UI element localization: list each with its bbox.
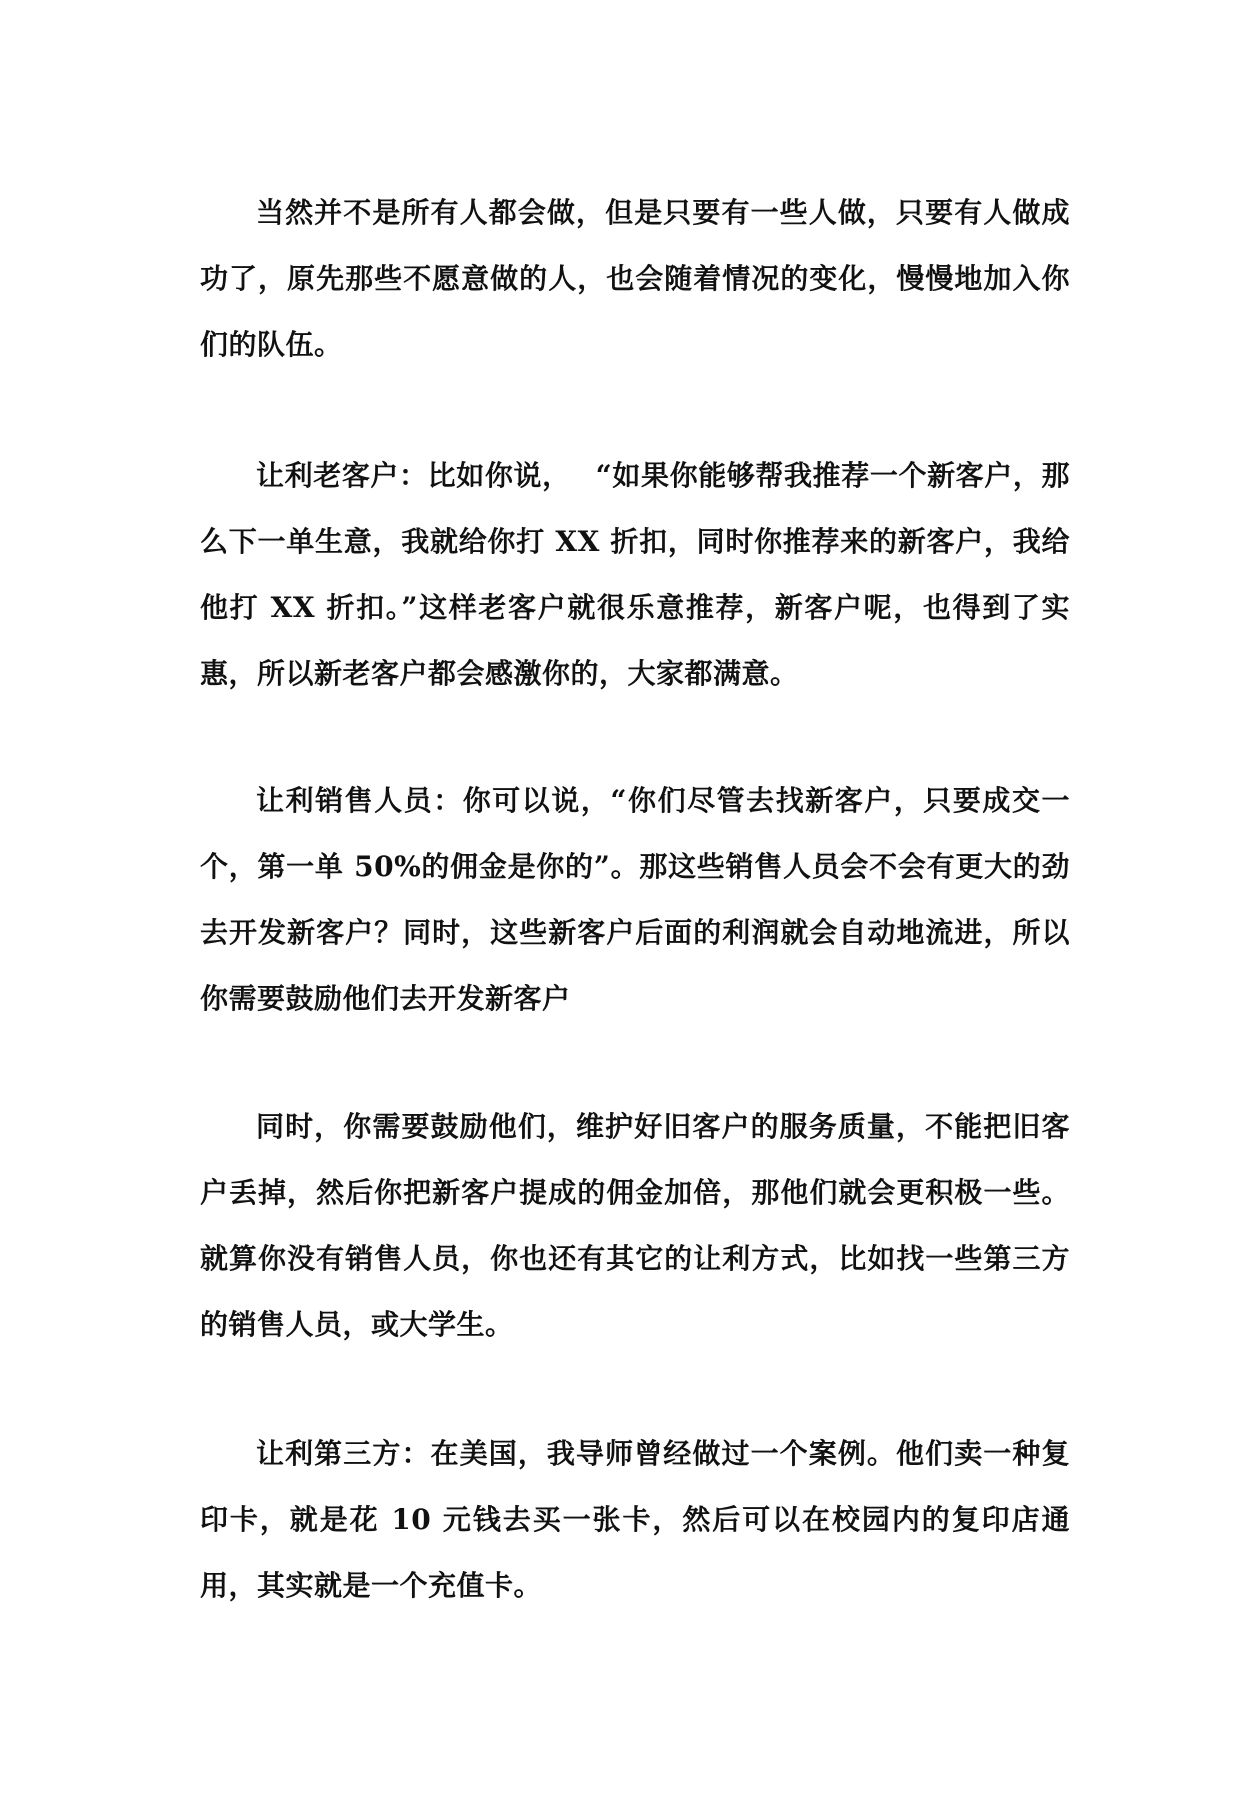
paragraph-1: 当然并不是所有人都会做，但是只要有一些人做，只要有人做成功了，原先那些不愿意做的人，也会随着情况的变化，慢慢地加入你们的队伍。 [200,196,1070,361]
paragraph-5: 让利第三方：在美国，我导师曾经做过一个案例。他们卖一种复印卡，就是花 10 元钱去买一张卡，然后可以在校园内的复印店通用，其实就是一个充值卡。 [200,1437,1070,1602]
paragraph-3: 让利销售人员：你可以说，“你们尽管去找新客户，只要成交一个，第一单 50%的佣金是你的”。那这些销售人员会不会有更大的劲去开发新客户？同时，这些新客户后面的利润就会自动地流进，所以你需要鼓励他们去开发新客户 [200,784,1070,1015]
paragraph-2: 让利老客户：比如你说， “如果你能够帮我推荐一个新客户，那么下一单生意，我就给你打 XX 折扣，同时你推荐来的新客户，我给他打 XX 折扣。”这样老客户就很乐意推荐，新客户呢，也得到了实惠，所以新老客户都会感激你的，大家都满意。 [200,459,1070,690]
paragraph-4: 同时，你需要鼓励他们，维护好旧客户的服务质量，不能把旧客户丢掉，然后你把新客户提成的佣金加倍，那他们就会更积极一些。就算你没有销售人员，你也还有其它的让利方式，比如找一些第三方的销售人员，或大学生。 [200,1110,1070,1341]
